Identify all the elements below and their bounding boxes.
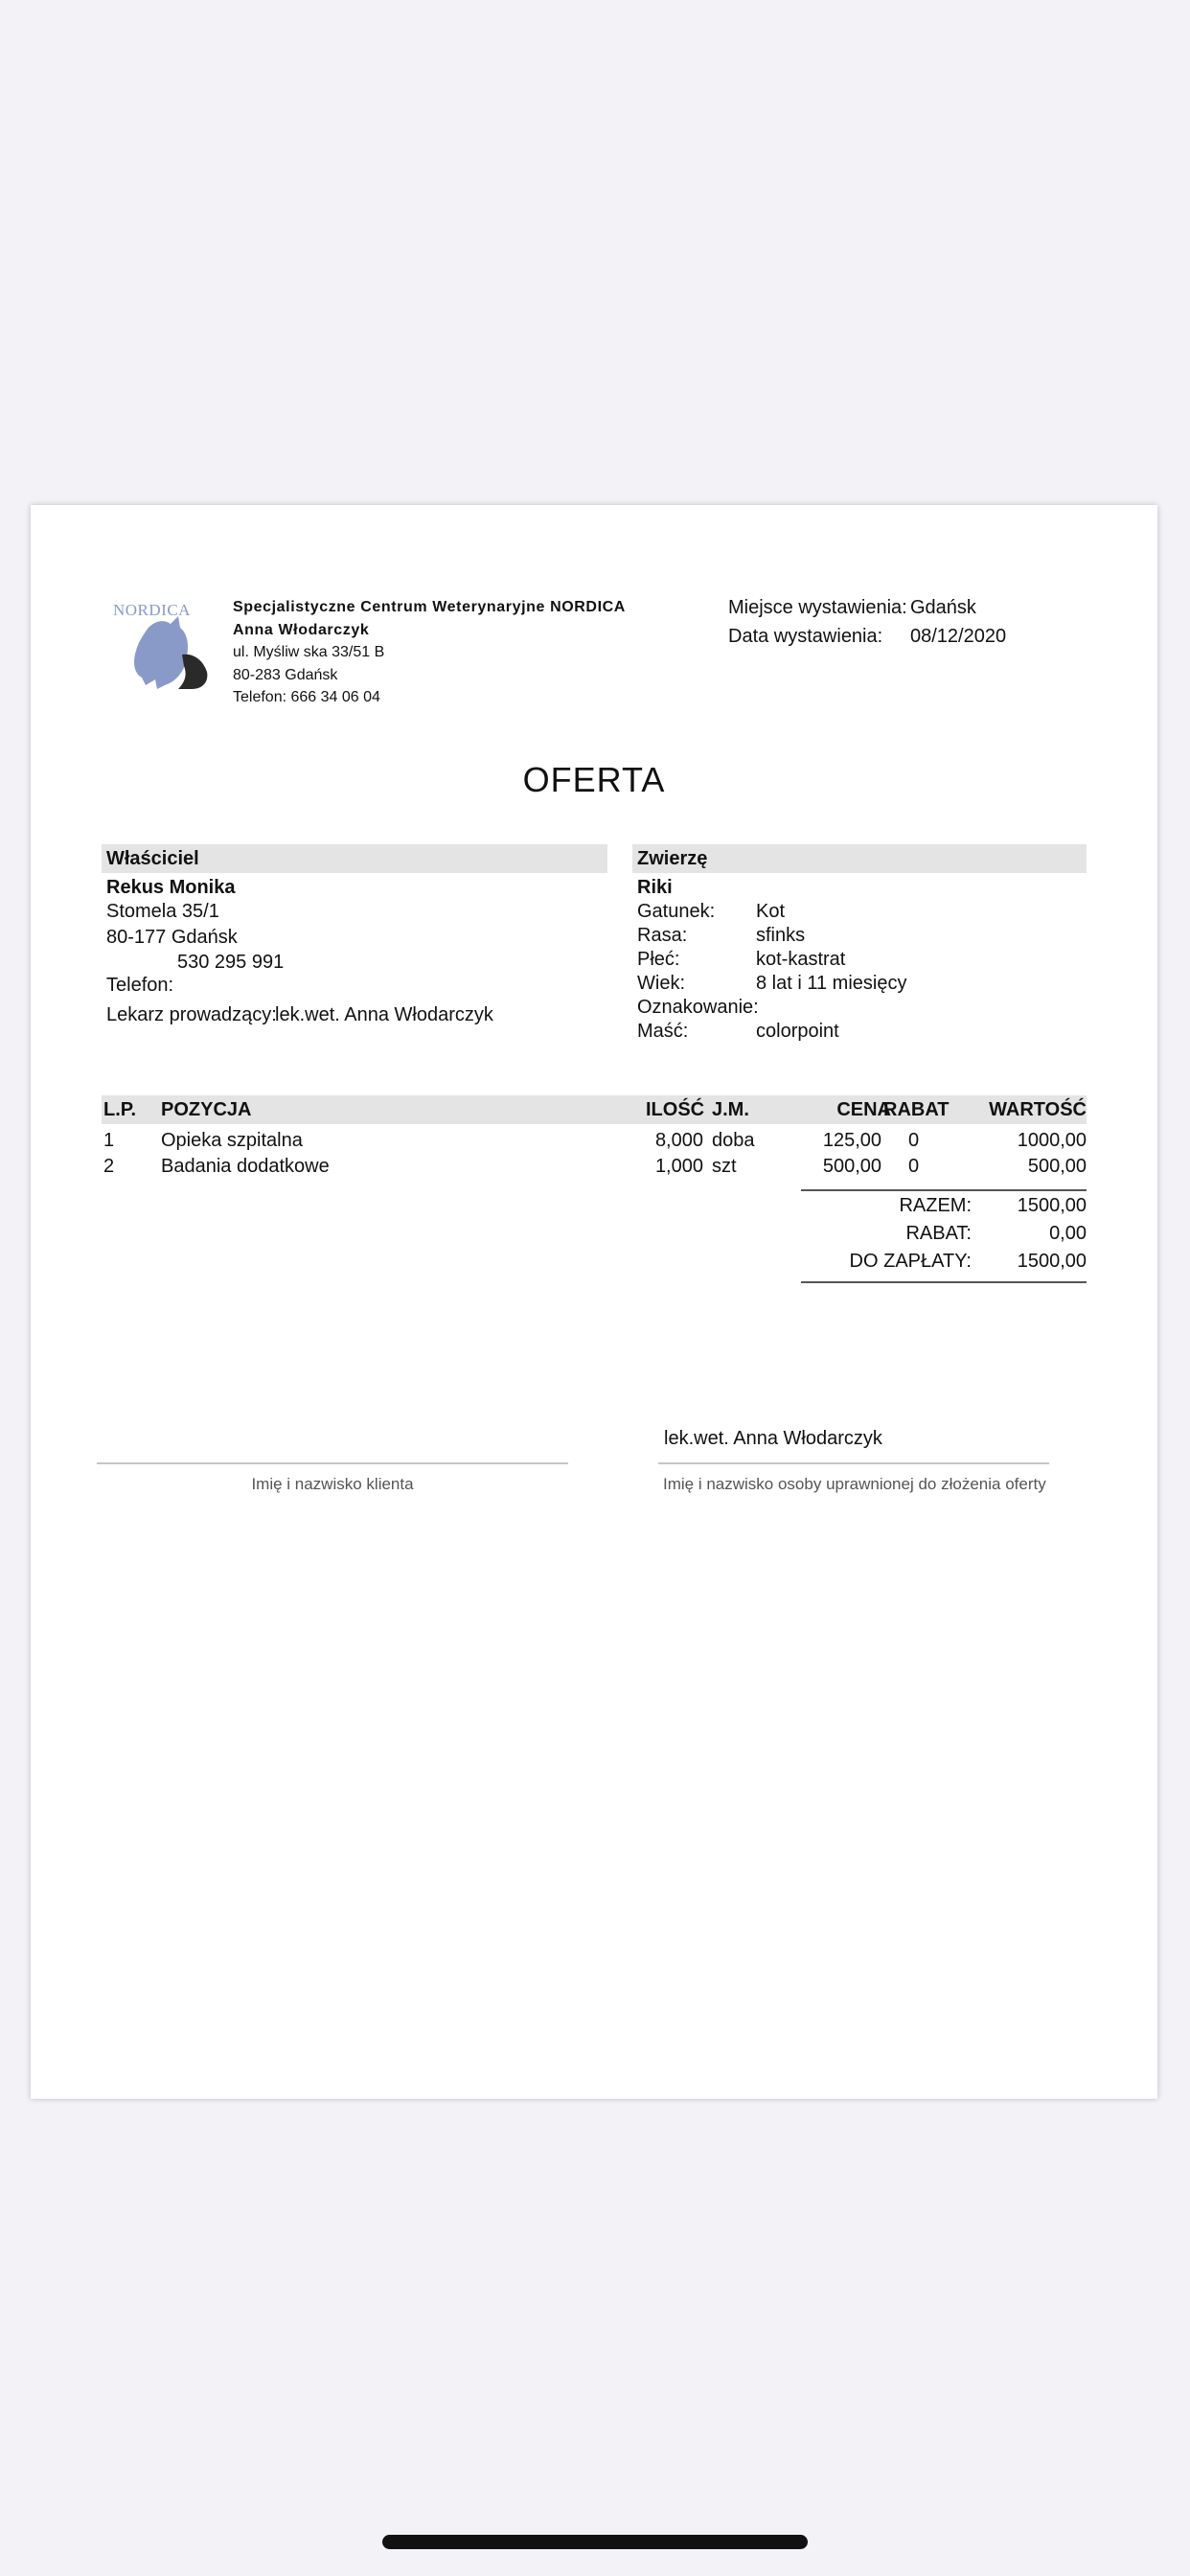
animal-field-label: Gatunek: xyxy=(637,901,716,922)
issue-place-value: Gdańsk xyxy=(910,597,976,618)
cell-wartosc: 500,00 xyxy=(1027,1156,1087,1177)
issuer-signature-line xyxy=(658,1462,1049,1464)
cell-cena: 500,00 xyxy=(822,1156,881,1177)
doctor-label: Lekarz prowadzący: xyxy=(106,1004,277,1025)
totals-rule-top xyxy=(801,1189,1087,1191)
cell-rabat: 0 xyxy=(908,1156,920,1177)
animal-field-value: sfinks xyxy=(756,925,806,946)
animal-field-label: Płeć: xyxy=(637,949,680,970)
clinic-city: 80-283 Gdańsk xyxy=(233,667,338,683)
cell-cena: 125,00 xyxy=(822,1130,881,1151)
total-due-label: DO ZAPŁATY: xyxy=(849,1251,972,1272)
col-header-pozycja: POZYCJA xyxy=(161,1099,252,1120)
total-razem-value: 1500,00 xyxy=(1017,1195,1087,1216)
logo-text: NORDICA xyxy=(113,601,191,619)
cell-pozycja: Badania dodatkowe xyxy=(161,1156,330,1177)
animal-field-label: Rasa: xyxy=(637,925,688,946)
cell-lp: 1 xyxy=(103,1130,115,1151)
client-signature-caption: Imię i nazwisko klienta xyxy=(251,1475,414,1493)
owner-phone-number: 530 295 991 xyxy=(177,952,285,973)
owner-city: 80-177 Gdańsk xyxy=(106,927,238,948)
cell-wartosc: 1000,00 xyxy=(1017,1130,1087,1151)
total-rabat-value: 0,00 xyxy=(1049,1223,1087,1244)
issuer-signature-caption: Imię i nazwisko osoby uprawnionej do złożenia oferty xyxy=(663,1475,1046,1493)
clinic-name: Specjalistyczne Centrum Weterynaryjne NORDICA xyxy=(233,599,626,615)
cell-ilosc: 1,000 xyxy=(654,1156,703,1177)
total-razem-label: RAZEM: xyxy=(899,1195,972,1216)
totals-rule-bottom xyxy=(801,1281,1087,1283)
animal-name: Riki xyxy=(637,877,673,898)
clinic-phone: Telefon: 666 34 06 04 xyxy=(233,689,380,705)
document-title: OFERTA xyxy=(522,760,666,799)
cell-lp: 2 xyxy=(103,1156,115,1177)
animal-field-label: Oznakowanie: xyxy=(637,997,759,1018)
cell-jm: szt xyxy=(712,1156,737,1177)
document-page xyxy=(31,505,1157,2099)
doctor-value: lek.wet. Anna Włodarczyk xyxy=(275,1004,493,1025)
animal-field-value: Kot xyxy=(756,901,786,922)
total-rabat-label: RABAT: xyxy=(905,1223,972,1244)
owner-street: Stomela 35/1 xyxy=(106,901,219,922)
clinic-street: ul. Myśliw ska 33/51 B xyxy=(233,644,385,660)
owner-name: Rekus Monika xyxy=(106,877,236,898)
cell-pozycja: Opieka szpitalna xyxy=(161,1130,303,1151)
col-header-wartosc: WARTOŚĆ xyxy=(989,1099,1087,1120)
animal-header: Zwierzę xyxy=(637,848,708,869)
cell-jm: doba xyxy=(712,1130,755,1151)
col-header-ilosc: ILOŚĆ xyxy=(646,1099,705,1120)
issue-date-value: 08/12/2020 xyxy=(910,626,1007,647)
owner-header: Właściciel xyxy=(106,848,199,869)
animal-field-value: colorpoint xyxy=(756,1021,839,1042)
owner-phone-label: Telefon: xyxy=(106,975,174,996)
col-header-cena: CENA xyxy=(836,1099,891,1120)
issuer-name: lek.wet. Anna Włodarczyk xyxy=(664,1428,882,1449)
animal-field-label: Wiek: xyxy=(637,973,685,994)
col-header-lp: L.P. xyxy=(103,1099,137,1120)
clinic-owner: Anna Włodarczyk xyxy=(233,622,370,638)
animal-field-value: kot-kastrat xyxy=(756,949,846,970)
cell-ilosc: 8,000 xyxy=(654,1130,703,1151)
home-indicator[interactable] xyxy=(382,2535,808,2549)
cell-rabat: 0 xyxy=(908,1130,920,1151)
total-due-value: 1500,00 xyxy=(1017,1251,1087,1272)
animal-field-value: 8 lat i 11 miesięcy xyxy=(756,973,907,994)
col-header-rabat: RABAT xyxy=(883,1099,950,1120)
issue-place-label: Miejsce wystawienia: xyxy=(728,597,907,618)
animal-field-label: Maść: xyxy=(637,1021,689,1042)
col-header-jm: J.M. xyxy=(712,1099,749,1120)
client-signature-line xyxy=(97,1462,568,1464)
issue-date-label: Data wystawienia: xyxy=(728,626,883,647)
